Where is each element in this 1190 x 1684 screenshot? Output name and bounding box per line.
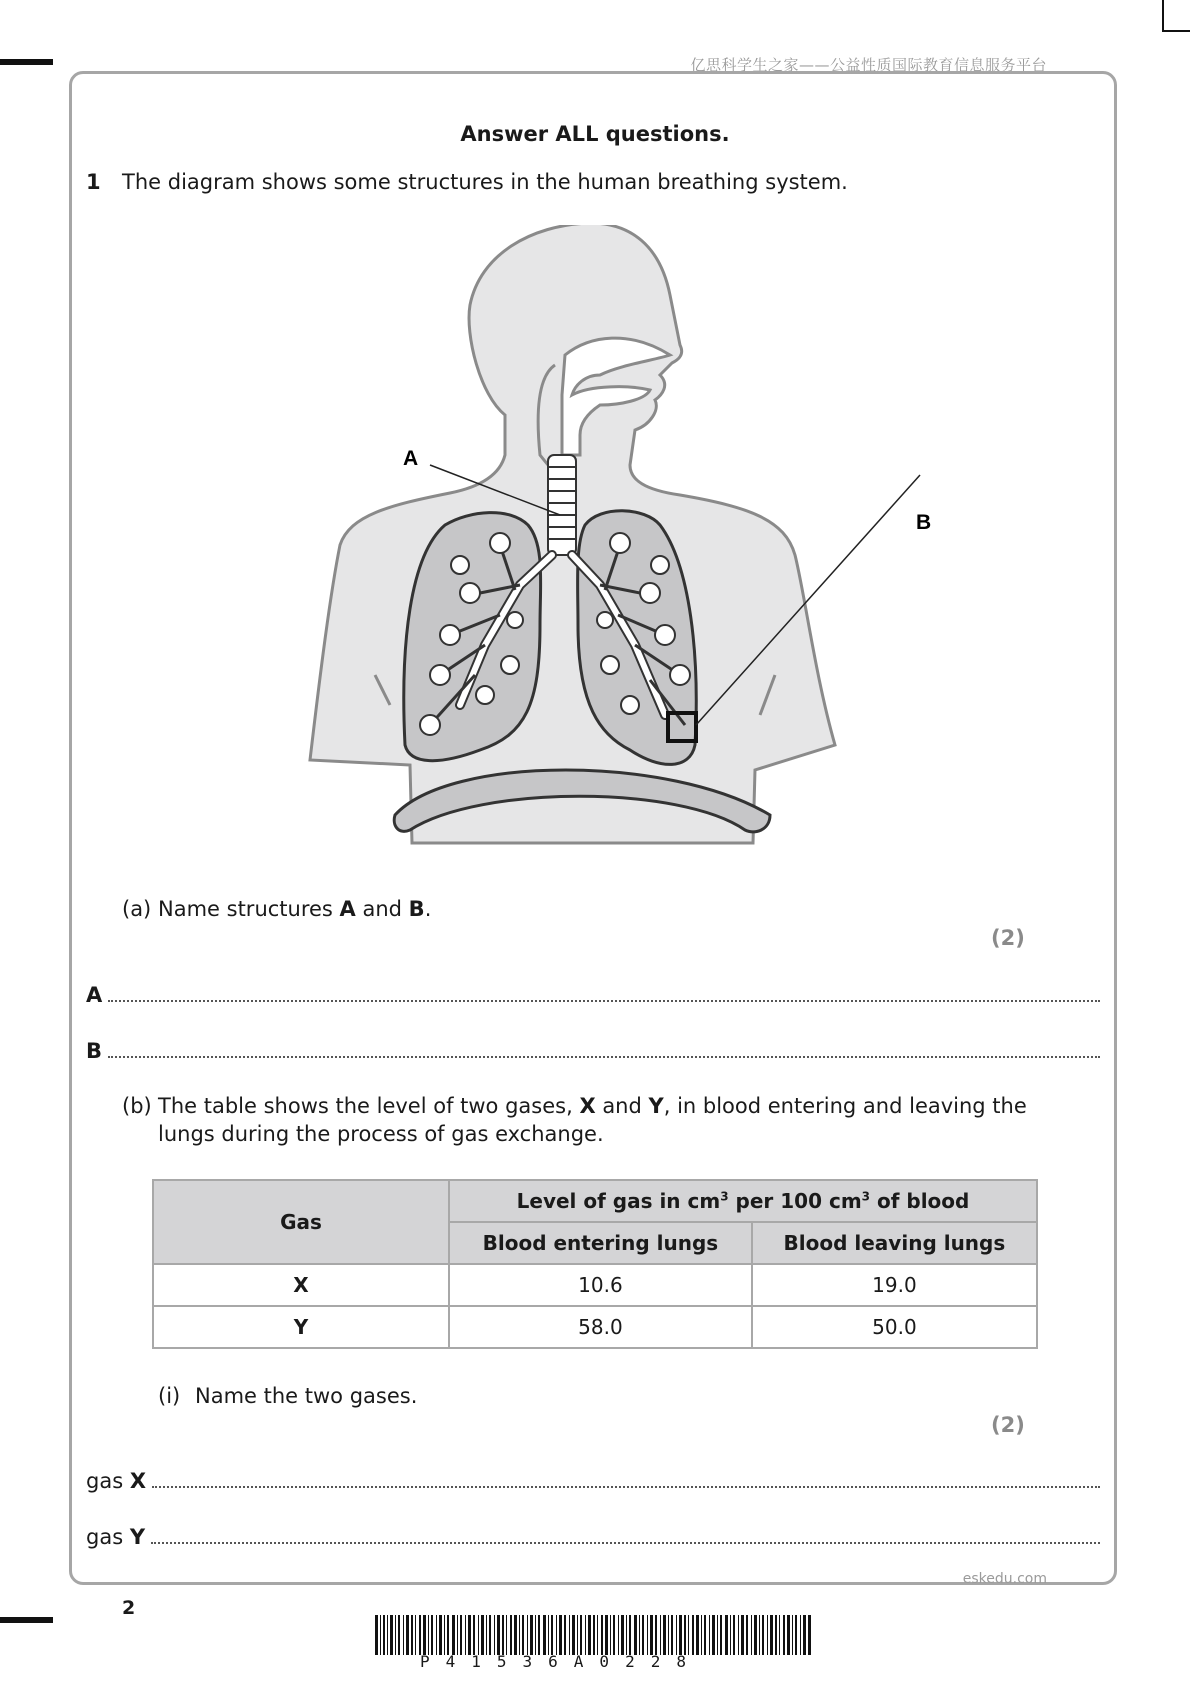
barcode	[375, 1615, 811, 1655]
answer-a-dots[interactable]	[108, 999, 1100, 1002]
answer-b-label: B	[86, 1039, 103, 1063]
table-row	[153, 1264, 1037, 1306]
part-a-label: (a)	[122, 897, 152, 921]
part-b-i-text: Name the two gases.	[195, 1384, 418, 1408]
table-cell-leaving: 50.0	[752, 1306, 1037, 1348]
part-b-line1-mid: and	[595, 1094, 649, 1118]
table-header-row-1	[153, 1180, 1037, 1222]
table-header-entering: Blood entering lungs	[449, 1222, 752, 1264]
part-b-line1-post: , in blood entering and leaving the	[663, 1094, 1027, 1118]
table-cell-entering: 58.0	[449, 1306, 752, 1348]
breathing-system-diagram	[300, 225, 940, 845]
corner-mark	[1162, 0, 1190, 32]
answer-gas-y-pre: gas	[86, 1525, 130, 1549]
part-b-text-line1	[158, 1094, 1027, 1118]
question-text: The diagram shows some structures in the human breathing system.	[122, 170, 848, 194]
part-b-y: Y	[648, 1094, 664, 1118]
answer-line-gas-x[interactable]	[86, 1469, 1100, 1493]
answer-gas-y-label	[86, 1525, 145, 1549]
table-header-group-post: of blood	[870, 1189, 970, 1213]
table-cell-entering: 10.6	[449, 1264, 752, 1306]
part-b-line1-pre: The table shows the level of two gases,	[158, 1094, 580, 1118]
question-number: 1	[86, 170, 101, 194]
table-header-sup1: 3	[720, 1189, 729, 1204]
answer-a-label: A	[86, 983, 103, 1007]
table-header-leaving: Blood leaving lungs	[752, 1222, 1037, 1264]
table-header-group-pre: Level of gas in cm	[516, 1189, 721, 1213]
answer-gas-x-dots[interactable]	[152, 1485, 1100, 1488]
label-a: A	[403, 447, 419, 470]
table-header-group-mid: per 100 cm	[728, 1189, 862, 1213]
answer-gas-x-pre: gas	[86, 1469, 130, 1493]
page-number: 2	[122, 1597, 136, 1619]
barcode-text: P41536A0228	[420, 1652, 702, 1671]
label-b: B	[916, 511, 932, 534]
part-a-marks: (2)	[991, 926, 1025, 950]
answer-gas-y-dots[interactable]	[151, 1541, 1100, 1544]
table-header-sup2: 3	[861, 1189, 871, 1204]
table-header-group	[449, 1180, 1037, 1222]
edge-mark-top	[0, 59, 53, 65]
part-a-text-post: .	[424, 897, 432, 921]
trachea	[548, 455, 576, 555]
part-b-x: X	[579, 1094, 596, 1118]
part-a-text-mid: and	[355, 897, 409, 921]
part-b-label: (b)	[122, 1094, 152, 1118]
table-row	[153, 1306, 1037, 1348]
table-cell-leaving: 19.0	[752, 1264, 1037, 1306]
table-cell-gas: X	[153, 1264, 449, 1306]
answer-gas-x-bold: X	[129, 1469, 147, 1493]
page-heading: Answer ALL questions.	[460, 122, 730, 146]
table-header-gas: Gas	[153, 1180, 449, 1264]
part-a-bold-b: B	[408, 897, 425, 921]
answer-b-dots[interactable]	[108, 1055, 1100, 1058]
gas-level-table	[152, 1179, 1038, 1349]
part-b-i-label: (i)	[158, 1384, 181, 1408]
part-b-i-marks: (2)	[991, 1413, 1025, 1437]
answer-gas-y-bold: Y	[129, 1525, 146, 1549]
answer-line-b[interactable]	[86, 1039, 1100, 1063]
part-b-text-line2: lungs during the process of gas exchange.	[158, 1122, 604, 1146]
answer-gas-x-label	[86, 1469, 146, 1493]
part-a-text-pre: Name structures	[158, 897, 340, 921]
part-a-text	[158, 897, 431, 921]
answer-line-gas-y[interactable]	[86, 1525, 1100, 1549]
table-cell-gas: Y	[153, 1306, 449, 1348]
edge-mark-bottom	[0, 1617, 53, 1623]
watermark-top: 亿思科学生之家——公益性质国际教育信息服务平台	[690, 56, 1047, 74]
answer-line-a[interactable]	[86, 983, 1100, 1007]
part-a-bold-a: A	[339, 897, 356, 921]
watermark-bottom: eskedu.com	[962, 1571, 1047, 1587]
